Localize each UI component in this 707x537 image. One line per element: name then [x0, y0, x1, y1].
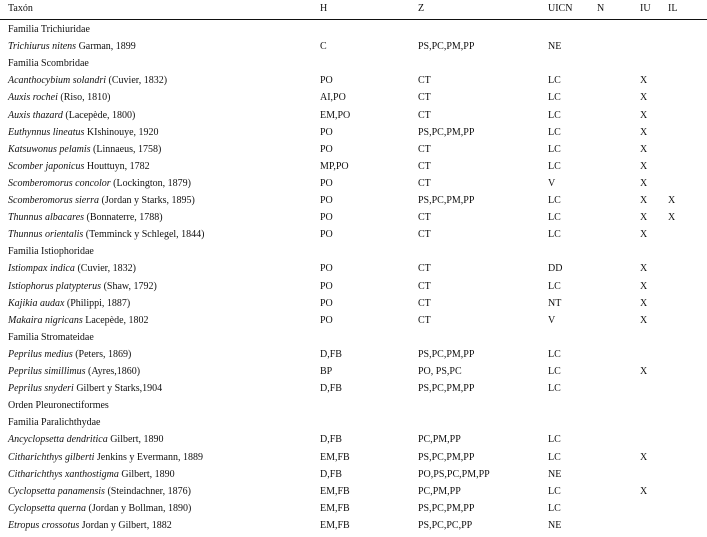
iu-cell: X	[640, 126, 648, 138]
taxon-cell	[8, 41, 136, 52]
species-name: Peprilus snyderi	[8, 383, 74, 395]
habitat-cell: D,FB	[320, 348, 342, 360]
species-author: Gilbert, 1890	[107, 434, 164, 446]
taxon-cell	[8, 349, 131, 360]
species-author: (Linnaeus, 1758)	[90, 143, 162, 155]
species-name: Scomberomorus concolor	[8, 177, 111, 189]
table-row	[0, 469, 707, 486]
group-row	[0, 332, 707, 349]
species-name: Peprilus simillimus	[8, 366, 86, 377]
zone-cell: PO,PS,PC,PM,PP	[418, 468, 490, 480]
taxon-cell	[8, 520, 172, 531]
iu-cell: X	[640, 280, 648, 292]
group-row	[0, 417, 707, 434]
uicn-cell: V	[548, 177, 556, 189]
habitat-cell: PO	[320, 314, 333, 326]
taxon-cell	[8, 281, 157, 292]
species-author: (Lacepède, 1800)	[62, 109, 136, 121]
habitat-cell: PO	[320, 177, 333, 189]
uicn-cell: LC	[548, 212, 561, 224]
zone-cell: CT	[418, 263, 431, 275]
species-name: Istiompax indica	[8, 263, 75, 275]
species-author: (Cuvier, 1832)	[74, 263, 136, 275]
taxon-cell	[8, 178, 191, 189]
species-author: Garman, 1899	[76, 41, 136, 53]
species-name: Makaira nigricans	[8, 314, 83, 326]
header-iu: IU	[640, 3, 651, 14]
table-row	[0, 349, 707, 366]
table-row	[0, 452, 707, 469]
species-author: (Steindachner, 1876)	[104, 485, 191, 497]
group-label: Familia Trichiuridae	[8, 24, 90, 35]
table-row	[0, 144, 707, 161]
uicn-cell: LC	[548, 383, 561, 395]
header-rule	[0, 19, 707, 20]
table-row	[0, 434, 707, 451]
group-label: Familia Stromateidae	[8, 331, 94, 343]
taxon-cell	[8, 315, 149, 326]
table-header	[0, 0, 707, 18]
habitat-cell: MP,PO	[320, 160, 349, 172]
habitat-cell: PO	[320, 195, 333, 206]
header-uicn: UICN	[548, 3, 573, 14]
species-name: Citharichthys xanthostigma	[8, 468, 119, 480]
uicn-cell: LC	[548, 143, 561, 155]
iu-cell: X	[640, 366, 648, 377]
taxon-cell	[8, 212, 163, 223]
habitat-cell: EM,FB	[320, 502, 350, 514]
species-name: Thunnus orientalis	[8, 229, 84, 241]
uicn-cell: LC	[548, 348, 561, 360]
table-row	[0, 383, 707, 400]
species-name: Ancyclopsetta dendritica	[8, 434, 108, 446]
species-name: Cyclopsetta panamensis	[8, 485, 105, 497]
uicn-cell: LC	[548, 160, 561, 172]
species-author: Houttuyn, 1782	[84, 160, 150, 172]
table-row	[0, 41, 707, 58]
zone-cell: CT	[418, 314, 431, 326]
iu-cell: X	[640, 263, 648, 275]
zone-cell: PS,PC,PM,PP	[418, 383, 475, 395]
species-author: Jenkins y Evermann, 1889	[94, 451, 203, 463]
species-name: Citharichthys gilberti	[8, 451, 95, 463]
table-row	[0, 75, 707, 92]
table-row	[0, 127, 707, 144]
iu-cell: X	[640, 314, 648, 326]
habitat-cell: PO	[320, 126, 333, 138]
uicn-cell: LC	[548, 92, 561, 104]
uicn-cell: LC	[548, 126, 561, 138]
header-taxon: Taxón	[8, 3, 33, 14]
habitat-cell: PO	[320, 229, 333, 241]
zone-cell: CT	[418, 177, 431, 189]
table-row	[0, 298, 707, 315]
table-row	[0, 486, 707, 503]
taxon-cell	[8, 486, 191, 497]
species-author: (Shaw, 1792)	[101, 280, 157, 292]
iu-cell: X	[640, 160, 648, 172]
taxon-cell	[8, 92, 110, 103]
habitat-cell: PO	[320, 143, 333, 155]
group-row	[0, 58, 707, 75]
il-cell: X	[668, 195, 676, 206]
zone-cell: CT	[418, 143, 431, 155]
habitat-cell: EM,PO	[320, 109, 351, 121]
species-author: (Temminck y Schlegel, 1844)	[83, 229, 205, 241]
uicn-cell: V	[548, 314, 556, 326]
taxon-cell	[8, 383, 162, 394]
uicn-cell: LC	[548, 366, 561, 377]
il-cell: X	[668, 212, 676, 224]
iu-cell: X	[640, 297, 648, 309]
habitat-cell: PO	[320, 212, 333, 224]
table-row	[0, 110, 707, 127]
zone-cell: CT	[418, 75, 431, 87]
iu-cell: X	[640, 177, 648, 189]
species-author: Gilbert y Starks,1904	[73, 383, 163, 395]
species-name: Acanthocybium solandri	[8, 75, 107, 87]
header-n: N	[597, 3, 605, 14]
table-row	[0, 281, 707, 298]
group-row	[0, 24, 707, 41]
table-row	[0, 315, 707, 332]
species-author: Gilbert, 1890	[118, 468, 175, 480]
taxon-cell	[8, 503, 191, 514]
species-name: Katsuwonus pelamis	[8, 143, 91, 155]
species-author: (Jordan y Starks, 1895)	[99, 195, 195, 206]
header-z: Z	[418, 3, 425, 14]
table-row	[0, 229, 707, 246]
zone-cell: CT	[418, 280, 431, 292]
iu-cell: X	[640, 109, 648, 121]
species-name: Auxis rochei	[8, 92, 58, 104]
species-name: Thunnus albacares	[8, 212, 85, 224]
taxon-cell	[8, 434, 164, 445]
zone-cell: CT	[418, 160, 431, 172]
group-label: Orden Pleuronectiformes	[8, 400, 109, 412]
uicn-cell: LC	[548, 75, 561, 87]
table-row	[0, 520, 707, 537]
habitat-cell: D,FB	[320, 383, 342, 395]
habitat-cell: PO	[320, 280, 333, 292]
table-row	[0, 263, 707, 280]
habitat-cell: EM,FB	[320, 451, 350, 463]
zone-cell: PS,PC,PM,PP	[418, 348, 475, 360]
uicn-cell: NE	[548, 41, 562, 53]
group-row	[0, 400, 707, 417]
iu-cell: X	[640, 451, 648, 463]
table-row	[0, 178, 707, 195]
habitat-cell: PO	[320, 75, 333, 87]
group-label: Familia Paralichthydae	[8, 417, 101, 429]
species-name: Scomberomorus sierra	[8, 195, 100, 206]
zone-cell: PS,PC,PM,PP	[418, 195, 475, 206]
header-il: IL	[668, 3, 678, 14]
taxon-cell	[8, 366, 140, 377]
species-author: KIshinouye, 1920	[84, 126, 159, 138]
habitat-cell: BP	[320, 366, 333, 377]
iu-cell: X	[640, 212, 648, 224]
habitat-cell: D,FB	[320, 434, 342, 446]
zone-cell: CT	[418, 92, 431, 104]
species-name: Istiophorus platypterus	[8, 280, 102, 292]
taxon-cell	[8, 195, 195, 206]
habitat-cell: PO	[320, 297, 333, 309]
uicn-cell: LC	[548, 451, 561, 463]
habitat-cell: EM,FB	[320, 485, 350, 497]
table-row	[0, 92, 707, 109]
iu-cell: X	[640, 143, 648, 155]
species-name: Euthynnus lineatus	[8, 126, 85, 138]
taxon-cell	[8, 452, 203, 463]
habitat-cell: EM,FB	[320, 519, 350, 531]
species-name: Kajikia audax	[8, 297, 65, 309]
species-author: (Bonnaterre, 1788)	[84, 212, 163, 224]
species-author: (Ayres,1860)	[85, 366, 141, 377]
zone-cell: PS,PC,PM,PP	[418, 126, 475, 138]
species-author: (Cuvier, 1832)	[106, 75, 168, 87]
taxon-cell	[8, 75, 167, 86]
uicn-cell: NE	[548, 468, 562, 480]
uicn-cell: LC	[548, 195, 561, 206]
table-row	[0, 212, 707, 229]
uicn-cell: NT	[548, 297, 562, 309]
habitat-cell: PO	[320, 263, 333, 275]
species-author: (Peters, 1869)	[72, 348, 132, 360]
zone-cell: CT	[418, 109, 431, 121]
group-row	[0, 246, 707, 263]
header-h: H	[320, 3, 328, 14]
taxon-cell	[8, 127, 159, 138]
species-author: (Lockington, 1879)	[110, 177, 191, 189]
uicn-cell: LC	[548, 109, 561, 121]
species-author: (Philippi, 1887)	[64, 297, 131, 309]
group-label: Familia Scombridae	[8, 58, 89, 70]
uicn-cell: LC	[548, 434, 561, 446]
zone-cell: PS,PC,PM,PP	[418, 502, 475, 514]
zone-cell: CT	[418, 212, 431, 224]
zone-cell: CT	[418, 229, 431, 241]
taxon-cell	[8, 469, 175, 480]
table-row	[0, 161, 707, 178]
taxon-cell	[8, 298, 130, 309]
zone-cell: PC,PM,PP	[418, 434, 461, 446]
table-row	[0, 503, 707, 520]
taxon-cell	[8, 110, 135, 121]
iu-cell: X	[640, 195, 648, 206]
uicn-cell: LC	[548, 229, 561, 241]
taxon-cell	[8, 144, 161, 155]
habitat-cell: D,FB	[320, 468, 342, 480]
zone-cell: PS,PC,PM,PP	[418, 41, 475, 53]
uicn-cell: DD	[548, 263, 563, 275]
table-row	[0, 366, 707, 383]
zone-cell: PS,PC,PM,PP	[418, 451, 475, 463]
habitat-cell: AI,PO	[320, 92, 346, 104]
iu-cell: X	[640, 485, 648, 497]
species-name: Auxis thazard	[8, 109, 63, 121]
iu-cell: X	[640, 229, 648, 241]
iu-cell: X	[640, 75, 648, 87]
iu-cell: X	[640, 92, 648, 104]
uicn-cell: LC	[548, 502, 561, 514]
zone-cell: CT	[418, 297, 431, 309]
species-name: Trichiurus nitens	[8, 41, 77, 53]
uicn-cell: NE	[548, 519, 562, 531]
species-author: Lacepède, 1802	[82, 314, 149, 326]
taxon-cell	[8, 229, 205, 240]
zone-cell: PO, PS,PC	[418, 366, 462, 377]
species-author: (Riso, 1810)	[57, 92, 111, 104]
species-author: Jordan y Gilbert, 1882	[79, 519, 172, 531]
uicn-cell: LC	[548, 280, 561, 292]
group-label: Familia Istiophoridae	[8, 246, 94, 258]
zone-cell: PC,PM,PP	[418, 485, 461, 497]
species-name: Cyclopsetta querna	[8, 502, 87, 514]
habitat-cell: C	[320, 41, 327, 53]
species-name: Peprilus medius	[8, 348, 73, 360]
species-name: Scomber japonicus	[8, 160, 85, 172]
zone-cell: PS,PC,PC,PP	[418, 519, 473, 531]
table-row	[0, 195, 707, 212]
taxon-cell	[8, 161, 150, 172]
species-author: (Jordan y Bollman, 1890)	[86, 502, 192, 514]
taxon-cell	[8, 263, 136, 274]
uicn-cell: LC	[548, 485, 561, 497]
species-name: Etropus crossotus	[8, 519, 80, 531]
